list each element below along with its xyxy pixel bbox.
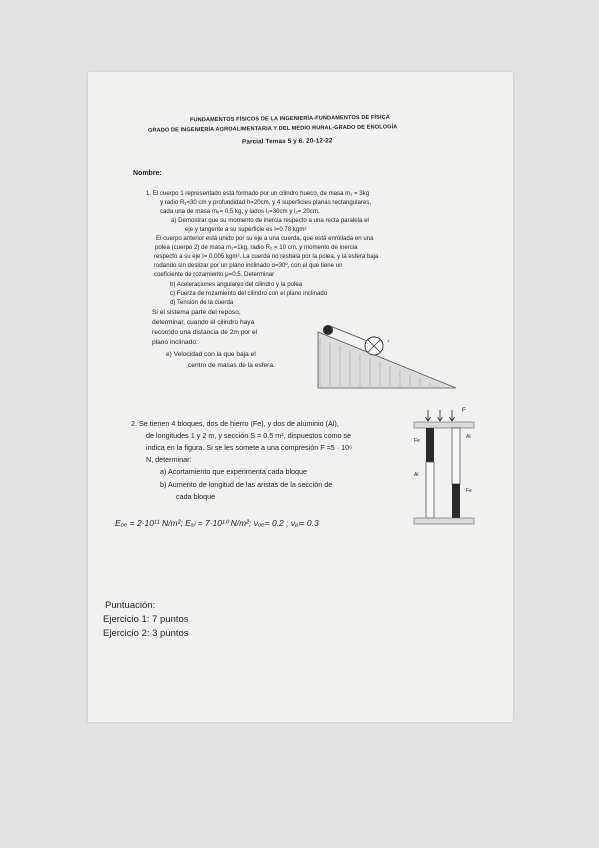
degree-title: GRADO DE INGENIERÍA AGROALIMENTARIA Y DEL MEDIO RURAL-GRADO DE ENOLOGÍA bbox=[147, 124, 398, 134]
name-label: Nombre: bbox=[133, 170, 162, 177]
course-title: FUNDAMENTOS FÍSICOS DE LA INGENIERÍA-FUNDAMENTOS DE FÍSICA bbox=[189, 114, 390, 124]
force-label: F bbox=[462, 408, 466, 414]
scoring-title: Puntuación: bbox=[105, 600, 156, 611]
problem1-line-7: polea (cuerpo 2) de masa m₂=1kg, radio R₂ = 10 cm, y momento de inercia bbox=[155, 244, 358, 251]
problem2-item-b: b) Aumento de longitud de las aristas de la sección de bbox=[160, 480, 333, 489]
block-fe-top bbox=[426, 428, 434, 462]
top-plate bbox=[414, 422, 474, 428]
block-fe-bottom bbox=[452, 484, 460, 518]
problem1-line-3: cada una de masa mₚ= 0.5 kg, y lados l₁=30cm y l₂= 20cm. bbox=[160, 208, 320, 215]
material-constants: Eₒₑ = 2·10¹¹ N/m²; Eₐₗ = 7·10¹⁰ N/m²; νₒₑ= 0.2 ; νₐₗ= 0.3 bbox=[115, 518, 319, 528]
problem1-line-2: y radio R₁=30 cm y profundidad h=20cm, y 4 superficies planas rectangulares, bbox=[160, 199, 372, 206]
incline-diagram bbox=[316, 324, 458, 396]
problem1-line-1: 1. El cuerpo 1 representado está formado por un cilindro hueco, de masa m₁ = 3kg bbox=[146, 190, 370, 197]
scoring-ex2: Ejercicio 2: 3 puntos bbox=[103, 628, 189, 639]
problem1-line-9: rodando sin deslizar por un plano inclinado α=30º, con el que tiene un bbox=[154, 262, 343, 269]
bottom-plate bbox=[414, 518, 474, 524]
problem1-item-a-cont: eje y tangente a su superficie es I=0.78 kgm² bbox=[185, 226, 307, 233]
problem1-line-6: El cuerpo anterior está unido por su eje a una cuerda, que está enrollada en una bbox=[156, 235, 374, 242]
problem2-line-3: indica en la figura. Si se les somete a una compresión F =5 · 10⁶ bbox=[146, 443, 353, 452]
problem1-item-d: d) Tensión de la cuerda bbox=[170, 299, 234, 306]
problem1-line-15: determinar, cuando el cilindro haya bbox=[152, 319, 255, 326]
problem2-line-1: 2. Se tienen 4 bloques, dos de hierro (Fe), y dos de aluminio (Al), bbox=[131, 419, 339, 428]
problem2-line-2: de longitudes 1 y 2 m, y sección S = 0.5 m², dispuestos como se bbox=[146, 431, 352, 440]
scoring-ex1: Ejercicio 1: 7 puntos bbox=[103, 614, 189, 625]
exam-subtitle: Parcial Temas 5 y 6. 20-12-22 bbox=[241, 137, 333, 146]
problem1-line-14: Si el sistema parte del reposo, bbox=[152, 309, 241, 316]
problem2-item-b-cont: cada bloque bbox=[176, 492, 216, 501]
problem1-item-c: c) Fuerza de rozamiento del cilindro con el plano inclinado bbox=[170, 290, 328, 297]
problem1-line-8: respecto a su eje I= 0.005 kgm². La cuerda no resbala por la polea, y la esfera baja bbox=[154, 253, 379, 260]
problem1-item-a: a) Demostrar que su momento de inercia respecto a una recta paralela el bbox=[171, 217, 369, 224]
problem1-item-e: e) Velocidad con la que baja el bbox=[166, 351, 256, 358]
problem2-line-4: N, determinar: bbox=[146, 455, 192, 464]
label-fe-top: Fe bbox=[414, 438, 420, 444]
problem1-line-16: recorrido una distancia de 2m por el bbox=[152, 329, 258, 336]
block-al-top bbox=[452, 428, 460, 484]
label-al-bottom: Al bbox=[414, 472, 419, 478]
problem1-item-e-cont: centro de masas de la esfera. bbox=[188, 362, 275, 369]
label-fe-bottom: Fe bbox=[466, 488, 472, 494]
problem1-line-10: coeficiente de rozamiento μ=0.5. Determinar bbox=[154, 271, 275, 278]
block-al-bottom bbox=[426, 462, 434, 518]
problem1-item-b: b) Aceleraciones angulares del cilindro y la polea bbox=[170, 281, 303, 288]
label-al-top: Al bbox=[466, 434, 471, 440]
diagram-label-2: 2 bbox=[328, 328, 331, 333]
problem1-line-17: plano inclinado: bbox=[152, 339, 198, 346]
diagram-label-1: 1 bbox=[387, 338, 390, 343]
problem2-item-a: a) Acortamiento que experimenta cada bloque bbox=[160, 467, 308, 476]
exam-sheet bbox=[88, 72, 513, 722]
force-arrows bbox=[426, 410, 455, 421]
blocks-diagram bbox=[408, 408, 488, 532]
